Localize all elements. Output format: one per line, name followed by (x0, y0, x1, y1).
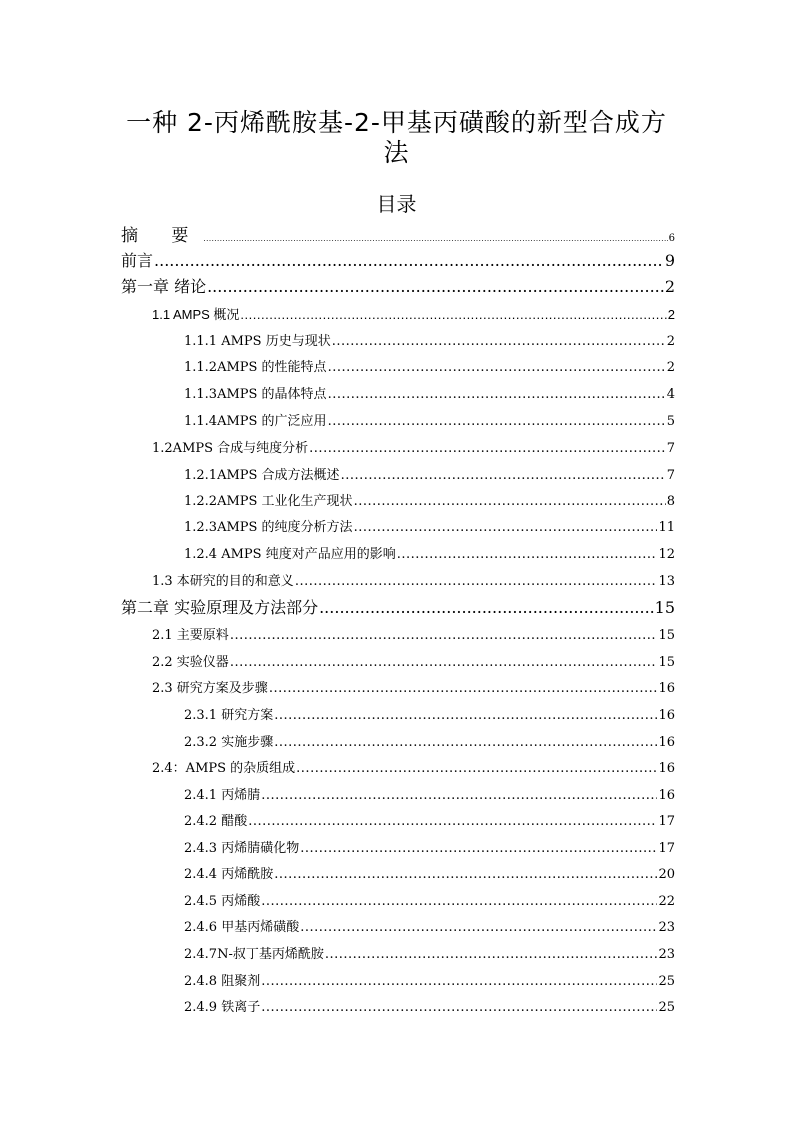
toc-entry-label: 2.3.1 研究方案 (184, 708, 274, 723)
toc-entry-page: 16 (658, 735, 675, 750)
toc-entry-label: 1.1.1 AMPS 历史与现状 (184, 334, 331, 349)
toc-entry-label: 1.1.3AMPS 的晶体特点 (184, 387, 327, 402)
toc-entry-label: 2.4.6 甲基丙烯磺酸 (184, 920, 300, 935)
toc-dot-leader (319, 598, 654, 617)
toc-entry-page: 15 (658, 655, 675, 670)
toc-entry-page: 7 (666, 441, 675, 456)
toc-entry-2-4-5[interactable] (184, 890, 675, 909)
toc-dot-leader (295, 574, 658, 589)
toc-entry-1-2-4[interactable] (184, 543, 675, 562)
toc-entry-label: 2.4.7N-叔丁基丙烯酰胺 (184, 947, 324, 962)
toc-entry-label: 2.2 实验仪器 (152, 655, 229, 670)
toc-entry-label: 2.4.8 阻聚剂 (184, 974, 261, 989)
toc-entry-1-2[interactable] (152, 437, 675, 456)
toc-entry-label: 2.4.5 丙烯酸 (184, 894, 261, 909)
toc-entry-page: 23 (658, 920, 675, 935)
toc-dot-leader (300, 920, 657, 935)
toc-entry-page: 9 (664, 251, 675, 270)
toc-dot-leader (341, 468, 666, 483)
toc-entry-page: 2 (666, 360, 675, 375)
toc-entry-1-1-3[interactable] (184, 383, 675, 402)
toc-entry-2-2[interactable] (152, 651, 675, 670)
toc-entry-2-1[interactable] (152, 624, 675, 643)
toc-entry-1-2-2[interactable] (184, 490, 675, 509)
toc-heading: 目录 (376, 192, 417, 216)
toc-entry-label: 1.2.2AMPS 工业化生产现状 (184, 494, 353, 509)
toc-dot-leader (248, 814, 657, 829)
toc-dot-leader (203, 235, 667, 243)
toc-entry-abstract[interactable] (121, 221, 675, 246)
toc-entry-page: 13 (658, 574, 675, 589)
toc-entry-page: 15 (658, 628, 675, 643)
toc-entry-page: 17 (658, 841, 675, 856)
toc-entry-2-4-2[interactable] (184, 810, 675, 829)
toc-entry-1-2-3[interactable] (184, 516, 675, 535)
toc-entry-page: 16 (658, 681, 675, 696)
document-title (100, 108, 693, 168)
toc-entry-label: 1.2.4 AMPS 纯度对产品应用的影响 (184, 547, 396, 562)
toc-entry-1-3[interactable] (152, 570, 675, 589)
toc-entry-label: 1.2AMPS 合成与纯度分析 (152, 441, 309, 456)
toc-dot-leader (354, 520, 658, 535)
toc-entry-label: 2.4：AMPS 的杂质组成 (152, 761, 296, 776)
toc-entry-label: 2.3.2 实施步骤 (184, 735, 274, 750)
toc-dot-leader (207, 277, 664, 296)
toc-dot-leader (274, 708, 657, 723)
toc-entry-chapter-2[interactable] (121, 595, 675, 618)
toc-entry-2-4-6[interactable] (184, 916, 675, 935)
toc-entry-label: 2.4.1 丙烯腈 (184, 788, 261, 803)
toc-entry-label: 1.1.4AMPS 的广泛应用 (184, 414, 327, 429)
toc-entry-label: 1.1.2AMPS 的性能特点 (184, 360, 327, 375)
toc-entry-label: 2.4.9 铁离子 (184, 1000, 261, 1015)
toc-entry-2-4[interactable] (152, 757, 675, 776)
toc-entry-page: 5 (666, 414, 675, 429)
toc-dot-leader (230, 628, 658, 643)
toc-dot-leader (397, 547, 658, 562)
toc-dot-leader (274, 867, 657, 882)
toc-entry-page: 23 (658, 947, 675, 962)
toc-entry-2-3-1[interactable] (184, 704, 675, 723)
toc-entry-label: 2.4.2 醋酸 (184, 814, 248, 829)
toc-entry-page: 22 (658, 894, 675, 909)
toc-entry-2-4-3[interactable] (184, 837, 675, 856)
toc-dot-leader (325, 947, 658, 962)
toc-entry-1-1-4[interactable] (184, 410, 675, 429)
toc-dot-leader (328, 414, 666, 429)
toc-dot-leader (261, 788, 657, 803)
toc-entry-page: 12 (658, 547, 675, 562)
toc-entry-label: 前言 (121, 251, 154, 270)
toc-dot-leader (300, 841, 657, 856)
toc-dot-leader (230, 655, 658, 670)
toc-entry-page: 25 (658, 1000, 675, 1015)
toc-dot-leader (309, 441, 666, 456)
document-title-line-2: 法 (383, 138, 410, 167)
toc-entry-page: 2 (664, 277, 675, 296)
toc-dot-leader (240, 307, 666, 322)
toc-entry-label: 1.3 本研究的目的和意义 (152, 574, 294, 589)
toc-entry-page: 2 (666, 334, 675, 349)
toc-entry-2-4-7[interactable] (184, 943, 675, 962)
toc-entry-label: 2.4.4 丙烯酰胺 (184, 867, 274, 882)
toc-dot-leader (274, 735, 657, 750)
toc-entry-page: 11 (658, 520, 675, 535)
toc-entry-page: 16 (658, 788, 675, 803)
toc-entry-page: 17 (658, 814, 675, 829)
toc-entry-label: 1.1 AMPS 概况 (152, 307, 240, 322)
toc-entry-page: 7 (666, 468, 675, 483)
toc-dot-leader (354, 494, 666, 509)
toc-entry-1-1[interactable] (152, 304, 675, 323)
toc-entry-label: 1.2.3AMPS 的纯度分析方法 (184, 520, 353, 535)
toc-dot-leader (261, 974, 657, 989)
toc-entry-2-4-8[interactable] (184, 970, 675, 989)
toc-entry-page: 15 (654, 598, 675, 617)
toc-entry-1-2-1[interactable] (184, 464, 675, 483)
toc-entry-label: 2.1 主要原料 (152, 628, 229, 643)
toc-entry-label: 2.4.3 丙烯腈磺化物 (184, 841, 300, 856)
toc-entry-2-4-4[interactable] (184, 863, 675, 882)
toc-entry-label: 摘 要 (121, 226, 203, 246)
toc-entry-1-1-2[interactable] (184, 356, 675, 375)
document-title-line-1: 一种 2-丙烯酰胺基-2-甲基丙磺酸的新型合成方 (126, 108, 667, 137)
toc-dot-leader (296, 761, 657, 776)
toc-entry-page: 8 (666, 494, 675, 509)
toc-entry-page: 2 (667, 307, 675, 322)
toc-dot-leader (261, 1000, 657, 1015)
toc-entry-2-4-1[interactable] (184, 784, 675, 803)
toc-dot-leader (269, 681, 658, 696)
toc-entry-chapter-1[interactable] (121, 274, 675, 297)
toc-entry-page: 20 (658, 867, 675, 882)
toc-entry-label: 1.2.1AMPS 合成方法概述 (184, 468, 340, 483)
toc-entry-page: 16 (658, 708, 675, 723)
toc-entry-page: 4 (666, 387, 675, 402)
toc-entry-page: 16 (658, 761, 675, 776)
toc-dot-leader (332, 334, 666, 349)
toc-entry-2-3-2[interactable] (184, 731, 675, 750)
toc-entry-page: 6 (668, 233, 675, 244)
toc-entry-1-1-1[interactable] (184, 330, 675, 349)
toc-entry-2-3[interactable] (152, 677, 675, 696)
toc-entry-label: 2.3 研究方案及步骤 (152, 681, 268, 696)
toc-entry-preface[interactable] (121, 248, 675, 271)
toc-dot-leader (261, 894, 657, 909)
toc-entry-label: 第一章 绪论 (121, 277, 207, 296)
toc-entry-label: 第二章 实验原理及方法部分 (121, 598, 319, 617)
toc-entry-2-4-9[interactable] (184, 996, 675, 1015)
toc-entry-page: 25 (658, 974, 675, 989)
toc-dot-leader (328, 360, 666, 375)
toc-dot-leader (154, 251, 664, 270)
toc-dot-leader (328, 387, 666, 402)
